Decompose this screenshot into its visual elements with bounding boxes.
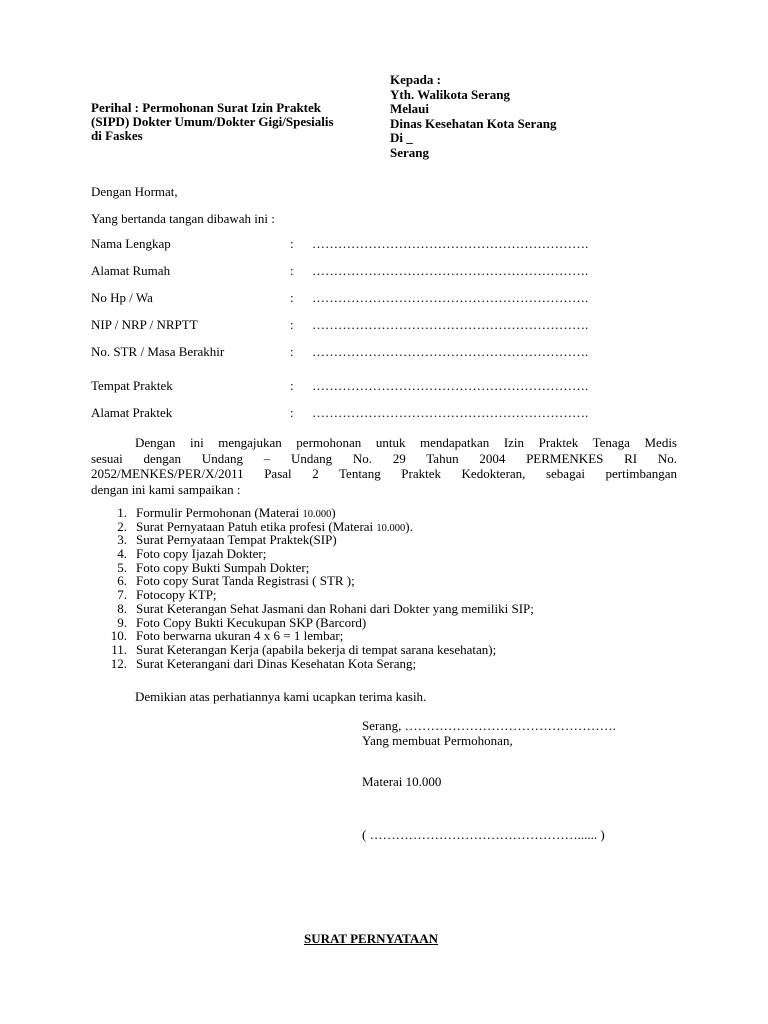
greeting: Dengan Hormat,	[91, 184, 178, 199]
addressee-line: Kepada :	[390, 72, 441, 87]
field-nip	[91, 317, 651, 332]
list-text: Foto copy Ijazah Dokter;	[136, 546, 267, 562]
list-text: Surat Pernyataan Tempat Praktek(SIP)	[136, 532, 337, 548]
addressee-line: Melaui	[390, 101, 429, 116]
list-text: Surat Keterangan Kerja (apabila bekerja di tempat sarana kesehatan);	[136, 641, 497, 657]
fill-in-blank: ……………………………………………………….	[312, 236, 589, 251]
field-tempat-praktek	[91, 378, 651, 393]
list-text: Surat Keterangani dari Dinas Kesehatan Kota Serang;	[136, 655, 417, 671]
closing-text: Demikian atas perhatiannya kami ucapkan terima kasih.	[135, 689, 427, 704]
signature-title: Yang membuat Permohonan,	[362, 733, 513, 748]
list-number: 1.	[117, 505, 127, 520]
perihal-line: (SIPD) Dokter Umum/Dokter Gigi/Spesialis	[91, 114, 334, 129]
list-text-small: 10.000	[376, 522, 406, 534]
field-label: NIP / NRP / NRPTT	[91, 317, 198, 332]
field-colon: :	[290, 378, 294, 393]
field-colon: :	[290, 344, 294, 359]
intro-text: Yang bertanda tangan dibawah ini :	[91, 211, 275, 226]
list-number: 8.	[117, 600, 127, 616]
addressee-line: Serang	[390, 144, 429, 160]
list-text-tail: ).	[405, 518, 413, 534]
list-number: 7.	[117, 587, 127, 603]
request-paragraph	[91, 435, 677, 497]
paragraph-line: Dengan ini mengajukan permohonan untuk mendapatkan Izin Praktek Tenaga Medis	[135, 435, 677, 450]
perihal-line: di Faskes	[91, 128, 143, 143]
field-label: Alamat Rumah	[91, 263, 171, 278]
next-section-title: SURAT PERNYATAAN	[304, 931, 438, 946]
field-alamat-praktek	[91, 405, 651, 420]
paragraph-line: dengan ini kami sampaikan :	[91, 481, 241, 497]
fill-in-blank: ……………………………………………………….	[312, 290, 589, 305]
list-number: 2.	[117, 518, 127, 534]
field-label: Alamat Praktek	[91, 405, 173, 420]
addressee-line: Dinas Kesehatan Kota Serang	[390, 115, 557, 131]
field-nama-lengkap	[91, 236, 651, 251]
list-text: Surat Pernyataan Patuh etika profesi (Materai	[136, 518, 377, 534]
field-colon: :	[290, 317, 294, 332]
list-text: Foto Copy Bukti Kecukupan SKP (Barcord)	[136, 614, 367, 630]
field-colon: :	[290, 290, 294, 305]
field-label: Nama Lengkap	[91, 236, 171, 251]
fill-in-blank: ……………………………………………………….	[312, 317, 589, 332]
signature-place-date: Serang, ………………………………………….	[362, 718, 616, 733]
list-number: 3.	[117, 532, 127, 548]
paragraph-line: sesuai dengan Undang – Undang No. 29 Tahun 2004 PERMENKES RI No.	[91, 450, 677, 466]
fill-in-blank: ……………………………………………………….	[312, 405, 589, 420]
list-number: 5.	[117, 559, 127, 575]
fill-in-blank: ……………………………………………………….	[312, 263, 589, 278]
list-number: 9.	[117, 614, 127, 630]
materai-stamp-label: Materai 10.000	[362, 774, 442, 789]
list-number: 4.	[117, 546, 127, 562]
list-text: Foto copy Surat Tanda Registrasi ( STR );	[136, 573, 355, 589]
addressee-line: Yth. Walikota Serang	[390, 86, 511, 102]
list-number: 10.	[110, 628, 127, 644]
field-no-str	[91, 344, 651, 359]
field-colon: :	[290, 236, 294, 251]
field-colon: :	[290, 263, 294, 278]
field-colon: :	[290, 405, 294, 420]
fill-in-blank: ……………………………………………………….	[312, 344, 589, 359]
list-text-tail: )	[331, 505, 336, 520]
list-text: Foto copy Bukti Sumpah Dokter;	[136, 559, 310, 575]
addressee-block	[390, 73, 556, 160]
field-alamat-rumah	[91, 263, 651, 278]
list-number: 12.	[110, 655, 127, 671]
signature-name-blank: ( …………………………………………...... )	[362, 827, 605, 842]
list-number: 11.	[111, 641, 127, 657]
perihal-block	[91, 101, 334, 143]
paragraph-line: 2052/MENKES/PER/X/2011 Pasal 2 Tentang Praktek Kedokteran, sebagai pertimbangan	[91, 466, 677, 481]
fill-in-blank: ……………………………………………………….	[312, 378, 589, 393]
field-label: No. STR / Masa Berakhir	[91, 344, 225, 359]
list-text: Formulir Permohonan (Materai	[136, 505, 303, 520]
list-text: Surat Keterangan Sehat Jasmani dan Rohani dari Dokter yang memiliki SIP;	[136, 600, 534, 616]
perihal-line: Perihal : Permohonan Surat Izin Praktek	[91, 100, 322, 115]
list-text: Fotocopy KTP;	[136, 587, 217, 603]
field-label: No Hp / Wa	[91, 290, 153, 305]
list-text: Foto berwarna ukuran 4 x 6 = 1 lembar;	[136, 628, 344, 644]
list-text-small: 10.000	[302, 509, 332, 520]
list-number: 6.	[117, 573, 127, 589]
addressee-line: Di _	[390, 130, 413, 145]
field-label: Tempat Praktek	[91, 378, 173, 393]
field-no-hp	[91, 290, 651, 305]
